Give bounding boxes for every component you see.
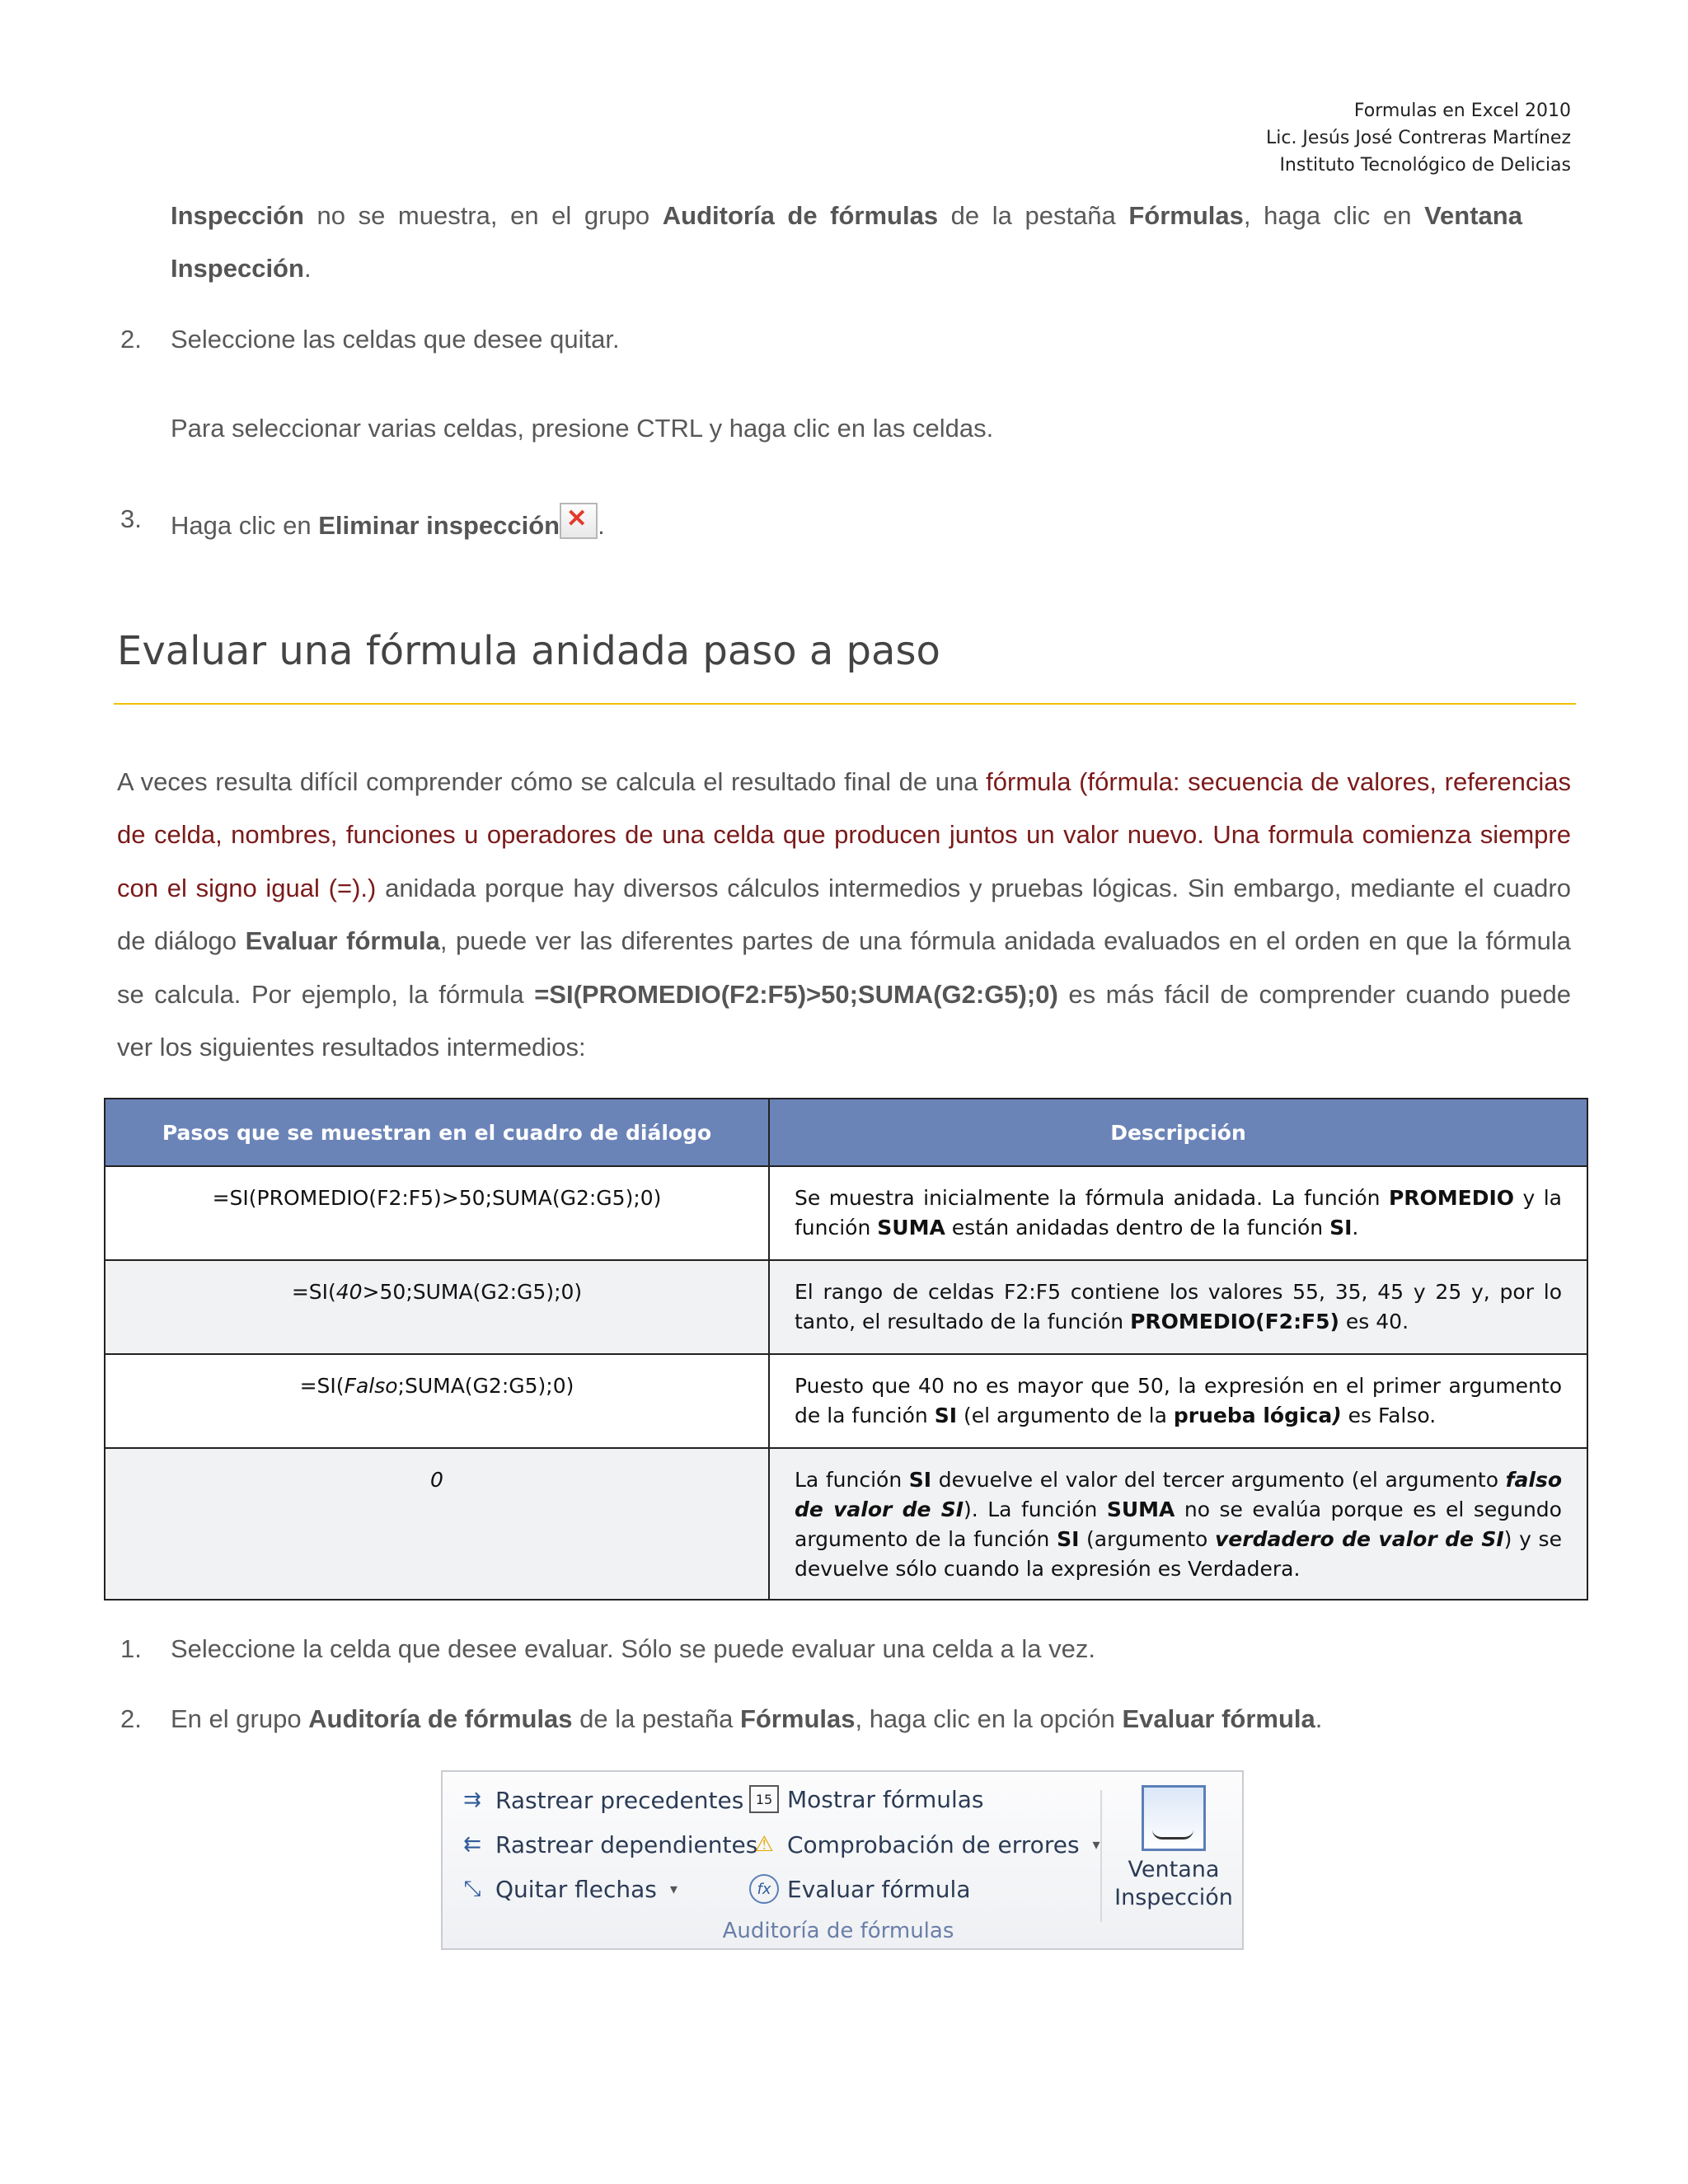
- paragraph-text-3: , puede ver las diferentes partes de una fórmula anidada evaluados en el orden en que la fórmula se calcula. Por ejemplo, la fórmula: [117, 926, 1571, 1009]
- page-header: [1266, 97, 1571, 179]
- desc-text: Se muestra inicialmente la fórmula anidada. La función: [795, 1186, 1389, 1210]
- desc-bold: SUMA: [1106, 1497, 1175, 1521]
- step-italic: Falso: [344, 1374, 398, 1398]
- table-header-cell: Pasos que se muestran en el cuadro de diálogo: [105, 1099, 769, 1166]
- list-item-text: Seleccione la celda que desee evaluar. Sólo se puede evaluar una celda a la vez.: [171, 1634, 1095, 1663]
- intro-bold-4: Ventana Inspección: [171, 201, 1522, 283]
- table-row: [105, 1260, 1587, 1354]
- intro-text-4: .: [303, 254, 312, 283]
- formula-definition: fórmula (fórmula: secuencia de valores, referencias de celda, nombres, funciones u operadores de una celda que producen juntos un valor nuevo. Una formula comienza siempre con el signo igual (=).): [117, 767, 1571, 902]
- step-cell: [105, 1354, 769, 1448]
- list-item-text-part: .: [598, 511, 605, 540]
- list-item-text-part: En el grupo: [171, 1704, 309, 1733]
- error-checking-button[interactable]: [749, 1830, 1100, 1859]
- desc-bold-italic: ): [1332, 1404, 1342, 1427]
- list-item-text-part: , haga clic en la opción: [855, 1704, 1123, 1733]
- desc-text: y la función: [795, 1186, 1562, 1240]
- step-cell: [105, 1448, 769, 1600]
- desc-bold-italic: verdadero de valor de SI: [1215, 1527, 1504, 1551]
- list-item-text: Seleccione las celdas que desee quitar.: [171, 325, 620, 354]
- watch-window-button[interactable]: [1112, 1785, 1236, 1912]
- evaluate-formula-icon: fx: [749, 1874, 779, 1904]
- evaluate-formula-button[interactable]: [749, 1874, 970, 1904]
- description-cell: [769, 1354, 1587, 1448]
- button-label: Comprobación de errores: [787, 1830, 1080, 1858]
- header-line-1: Formulas en Excel 2010: [1353, 101, 1571, 121]
- button-label: Mostrar fórmulas: [787, 1785, 984, 1813]
- table-header-row: [105, 1099, 1587, 1166]
- trace-precedents-button[interactable]: [457, 1785, 743, 1815]
- intro-bold-2: Auditoría de fórmulas: [662, 201, 939, 230]
- list-item-text-part: Haga clic en: [171, 511, 319, 540]
- ribbon-group-label: Auditoría de fórmulas: [722, 1919, 954, 1943]
- button-label: Ventana: [1128, 1857, 1220, 1882]
- header-line-3: Instituto Tecnológico de Delicias: [1279, 155, 1571, 176]
- section-heading: Evaluar una fórmula anidada paso a paso: [117, 628, 940, 674]
- step-text: =SI(: [299, 1374, 345, 1398]
- button-label: Rastrear precedentes: [495, 1786, 744, 1814]
- button-label: Evaluar fórmula: [787, 1875, 971, 1903]
- remove-watch-label: Eliminar inspección: [318, 511, 560, 540]
- desc-text: es 40.: [1339, 1310, 1409, 1333]
- list-note: Para seleccionar varias celdas, presione CTRL y haga clic en las celdas.: [171, 414, 994, 443]
- description-cell: [769, 1166, 1587, 1260]
- example-formula: =SI(PROMEDIO(F2:F5)>50;SUMA(G2:G5);0): [534, 979, 1058, 1009]
- step-cell: [105, 1260, 769, 1354]
- button-label: Quitar flechas: [495, 1875, 657, 1903]
- paragraph-text-2: anidada porque hay diversos cálculos intermedios y pruebas lógicas. Sin embargo, mediante el cuadro de diálogo: [117, 873, 1571, 956]
- list-number: 3.: [120, 504, 142, 533]
- chevron-down-icon: ▾: [1092, 1835, 1100, 1854]
- desc-bold: PROMEDIO: [1388, 1186, 1515, 1210]
- step-cell: =SI(PROMEDIO(F2:F5)>50;SUMA(G2:G5);0): [105, 1166, 769, 1260]
- list-item-text-part: .: [1315, 1704, 1323, 1733]
- formula-auditing-ribbon-group: [441, 1770, 1244, 1950]
- step-text: ;SUMA(G2:G5);0): [397, 1374, 574, 1398]
- desc-bold: SI: [1057, 1527, 1080, 1551]
- desc-text: La función: [795, 1468, 909, 1492]
- desc-text: es Falso.: [1341, 1404, 1437, 1427]
- trace-dependents-button[interactable]: [457, 1830, 757, 1859]
- desc-text: (el argumento de la: [957, 1404, 1174, 1427]
- description-cell: [769, 1260, 1587, 1354]
- list-number: 1.: [120, 1634, 142, 1663]
- evaluation-steps-table: [104, 1098, 1588, 1601]
- show-formulas-icon: 15: [749, 1785, 779, 1813]
- desc-text: .: [1352, 1216, 1359, 1240]
- button-label: Rastrear dependientes: [495, 1830, 758, 1858]
- desc-text: ) y se devuelve sólo cuando la expresión es Verdadera.: [795, 1527, 1562, 1581]
- error-checking-icon: ⚠: [754, 1832, 774, 1857]
- table-row: [105, 1166, 1587, 1260]
- paragraph-text-4: es más fácil de comprender cuando puede ver los siguientes resultados intermedios:: [117, 979, 1571, 1062]
- desc-text: no se evalúa porque es el segundo argumento de la función: [795, 1497, 1562, 1551]
- intro-text-2: de la pestaña: [938, 201, 1129, 230]
- intro-paragraph: [171, 190, 1522, 295]
- intro-text-1: no se muestra, en el grupo: [303, 201, 663, 230]
- show-formulas-button[interactable]: [749, 1785, 984, 1813]
- step-italic: 40: [335, 1280, 363, 1304]
- table-header-cell: Descripción: [769, 1099, 1587, 1166]
- desc-bold: SUMA: [877, 1216, 945, 1240]
- desc-text: Puesto que 40 no es mayor que 50, la expresión en el primer argumento de la función: [795, 1374, 1562, 1427]
- step-italic: 0: [430, 1468, 443, 1492]
- table-row: [105, 1354, 1587, 1448]
- description-cell: [769, 1448, 1587, 1600]
- ribbon-separator: [1100, 1790, 1102, 1922]
- trace-precedents-icon: ⇉: [463, 1788, 481, 1812]
- trace-dependents-icon: ⇇: [463, 1832, 481, 1857]
- list-item-text: [171, 503, 605, 542]
- list-item-text-part: de la pestaña: [572, 1704, 740, 1733]
- intro-bold-3: Fórmulas: [1128, 201, 1244, 230]
- list-number: 2.: [120, 1704, 142, 1733]
- paragraph-text-1: A veces resulta difícil comprender cómo se calcula el resultado final de una: [117, 767, 987, 796]
- desc-bold: SI: [908, 1468, 932, 1492]
- desc-bold: SI: [934, 1404, 957, 1427]
- list-item-bold: Fórmulas: [739, 1704, 856, 1733]
- paragraph-bold-1: Evaluar fórmula: [245, 926, 440, 956]
- desc-text: (argumento: [1079, 1527, 1216, 1551]
- intro-bold-1: Inspección: [171, 201, 304, 230]
- list-item-text: [171, 1703, 1322, 1736]
- list-number: 2.: [120, 325, 142, 354]
- remove-arrows-icon: ⤡: [463, 1876, 481, 1901]
- desc-text: están anidadas dentro de la función: [945, 1216, 1330, 1240]
- remove-watch-icon: ✕: [560, 503, 598, 539]
- chevron-down-icon: ▾: [669, 1880, 678, 1898]
- desc-bold: PROMEDIO(F2:F5): [1130, 1310, 1339, 1333]
- desc-bold: SI: [1329, 1216, 1353, 1240]
- intro-text-3: , haga clic en: [1243, 201, 1425, 230]
- desc-bold-italic: falso de valor de SI: [795, 1468, 1562, 1521]
- list-item-bold: Evaluar fórmula: [1122, 1704, 1315, 1733]
- step-text: >50;SUMA(G2:G5);0): [362, 1280, 583, 1304]
- body-paragraph: [117, 756, 1571, 1074]
- step-text: =SI(: [291, 1280, 336, 1304]
- desc-bold: prueba lógica: [1173, 1404, 1333, 1427]
- table-row: [105, 1448, 1587, 1600]
- header-line-2: Lic. Jesús José Contreras Martínez: [1265, 128, 1571, 148]
- watch-window-icon: [1142, 1785, 1206, 1851]
- desc-text: ). La función: [964, 1497, 1107, 1521]
- desc-text: El rango de celdas F2:F5 contiene los valores 55, 35, 45 y 25 y, por lo tanto, el resultado de la función: [795, 1280, 1562, 1333]
- heading-underline: [114, 703, 1576, 705]
- button-label: Inspección: [1114, 1885, 1233, 1910]
- remove-arrows-button[interactable]: [457, 1874, 678, 1904]
- list-item-bold: Auditoría de fórmulas: [308, 1704, 573, 1733]
- desc-text: devuelve el valor del tercer argumento (el argumento: [931, 1468, 1506, 1492]
